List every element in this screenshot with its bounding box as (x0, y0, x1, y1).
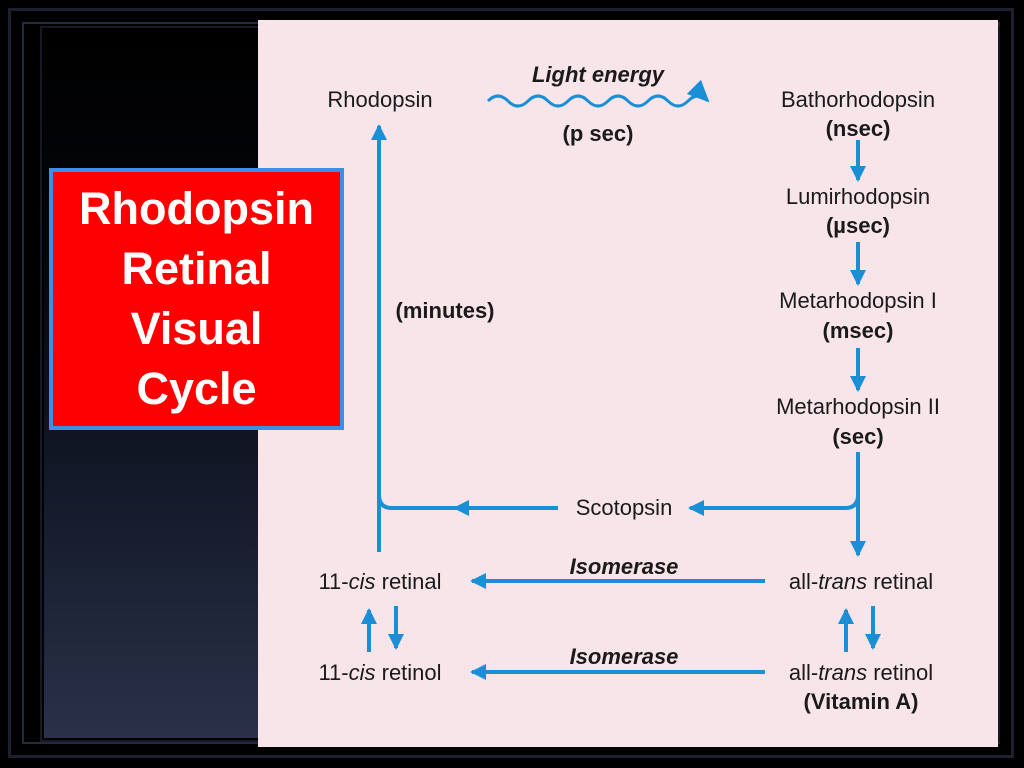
label-isomerase-bottom: Isomerase (569, 644, 679, 669)
label-p-sec: (p sec) (562, 121, 634, 146)
cis-retinal-suffix: retinal (375, 569, 442, 594)
cis-retinol-italic: cis (348, 660, 376, 685)
label-light-energy: Light energy (531, 62, 665, 87)
trans-retinol-italic: trans (818, 660, 868, 685)
trans-retinol-prefix: all- (788, 660, 819, 685)
trans-retinal-prefix: all- (788, 569, 819, 594)
label-lumirhodopsin: Lumirhodopsin (785, 184, 931, 209)
label-metarhodopsin-1: Metarhodopsin I (779, 288, 937, 313)
label-scotopsin: Scotopsin (575, 495, 673, 520)
label-sec: (sec) (832, 424, 884, 449)
trans-retinal-suffix: retinal (867, 569, 934, 594)
cis-retinal-prefix: 11- (318, 569, 349, 594)
trans-retinol-suffix: retinol (867, 660, 934, 685)
label-minutes: (minutes) (395, 298, 495, 323)
label-rhodopsin: Rhodopsin (327, 87, 433, 112)
cis-retinal-italic: cis (348, 569, 376, 594)
title-box (49, 168, 344, 430)
cis-retinol-prefix: 11- (318, 660, 349, 685)
label-isomerase-top: Isomerase (569, 554, 679, 579)
arrow-meta2-to-scotopsin (690, 495, 858, 508)
title-line-3: Visual (130, 303, 263, 354)
light-energy-wave-arrow (488, 96, 708, 106)
label-metarhodopsin-2: Metarhodopsin II (776, 394, 940, 419)
title-line-1: Rhodopsin (79, 183, 314, 234)
label-all-trans-retinol (789, 660, 933, 686)
label-nsec: (nsec) (825, 116, 891, 141)
label-11-cis-retinol (318, 660, 441, 686)
label-bathorhodopsin: Bathorhodopsin (780, 87, 936, 112)
label-usec: (µsec) (825, 213, 891, 238)
label-all-trans-retinal (789, 569, 933, 595)
trans-retinal-italic: trans (818, 569, 868, 594)
title-line-4: Cycle (136, 363, 257, 414)
cis-retinol-suffix: retinol (375, 660, 442, 685)
title-line-2: Retinal (121, 243, 272, 294)
label-11-cis-retinal (318, 569, 441, 595)
label-msec: (msec) (822, 318, 894, 343)
label-vitamin-a: (Vitamin A) (803, 689, 919, 714)
line-left-joint (379, 495, 455, 508)
